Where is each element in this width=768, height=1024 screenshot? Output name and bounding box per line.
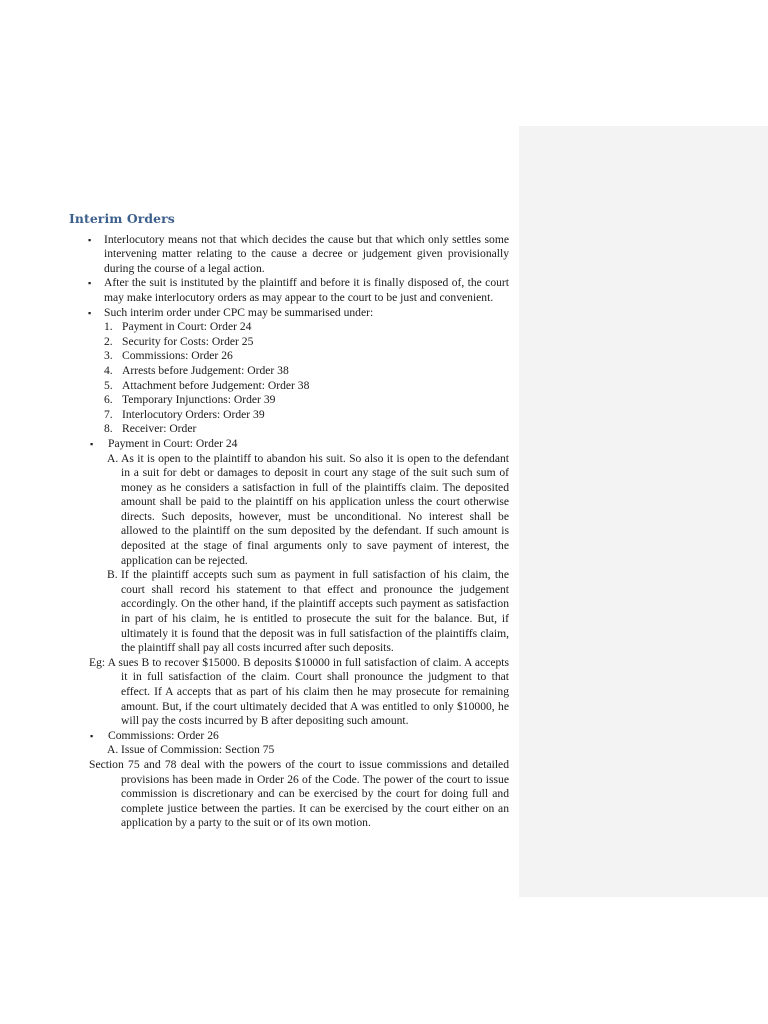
list-number: 6.: [104, 393, 113, 407]
section-heading: Interim Orders: [69, 211, 175, 226]
list-item: [69, 422, 509, 437]
list-letter: B.: [107, 568, 118, 582]
bullet-item: [69, 306, 509, 321]
bullet-text: Commissions: Order 26: [108, 728, 219, 742]
list-item: [69, 320, 509, 335]
bullet-item: [69, 233, 509, 277]
bullet-text: Such interim order under CPC may be summarised under:: [104, 305, 374, 319]
example-paragraph: Eg: A sues B to recover $15000. B deposits $10000 in full satisfaction of claim. A accepts it in full satisfaction of the claim. Court shall pronounce the judgment to that effect. If A accepts that as part of his claim then he may prosecute for remaining amount. But, if the court ultimately decided that A was entitled to only $10000, he will pay the costs incurred by B after depositing such amount.: [89, 655, 509, 728]
bullet-icon: ▪: [88, 234, 92, 245]
list-text: Attachment before Judgement: Order 38: [122, 378, 310, 392]
list-number: 8.: [104, 422, 113, 436]
bullet-item: [69, 437, 509, 452]
list-text: Interlocutory Orders: Order 39: [122, 407, 265, 421]
lettered-item: [69, 568, 509, 656]
list-item: [69, 349, 509, 364]
list-text: Security for Costs: Order 25: [122, 334, 254, 348]
list-item: [69, 379, 509, 394]
list-number: 5.: [104, 378, 113, 392]
paragraph-text: Issue of Commission: Section 75: [121, 743, 275, 757]
bullet-text: Payment in Court: Order 24: [108, 436, 238, 450]
bullet-icon: ▪: [90, 730, 94, 741]
document-body: [69, 212, 509, 831]
list-item: [69, 408, 509, 423]
bullet-item: [69, 276, 509, 305]
lettered-item: [69, 452, 509, 569]
bullet-icon: ▪: [88, 307, 92, 318]
bullet-icon: ▪: [90, 438, 94, 449]
paragraph-text: As it is open to the plaintiff to abandon his suit. So also it is open to the defendant in a suit for debt or damages to deposit in court any stage of the suit such sum of money as he considers a satisfaction in full of the plaintiffs claim. The deposited amount shall be paid to the plaintiff on his application unless the court otherwise directs. Such deposits, however, must be unconditional. No interest shall be allowed to the plaintiff on the sum deposited by the defendant. If such amount is deposited at the stage of final arguments only to save payment of interest, the application can be rejected.: [121, 451, 509, 567]
list-item: [69, 393, 509, 408]
list-item: [69, 364, 509, 379]
list-number: 1.: [104, 320, 113, 334]
lettered-item: [69, 743, 509, 758]
list-text: Receiver: Order: [122, 422, 197, 436]
list-letter: A.: [107, 743, 119, 757]
body-paragraph: Section 75 and 78 deal with the powers of the court to issue commissions and detailed provisions has been made in Order 26 of the Code. The power of the court to issue commission is discretionary and can be exercised by the court for doing full and complete justice between the parties. It can be exercised by the court either on an application by a party to the suit or of its own motion.: [89, 757, 509, 830]
list-item: [69, 335, 509, 350]
list-number: 3.: [104, 349, 113, 363]
list-number: 2.: [104, 334, 113, 348]
bullet-item: [69, 729, 509, 744]
list-number: 4.: [104, 363, 113, 377]
list-number: 7.: [104, 407, 113, 421]
bullet-icon: ▪: [88, 278, 92, 289]
list-text: Payment in Court: Order 24: [122, 320, 252, 334]
list-text: Arrests before Judgement: Order 38: [122, 363, 289, 377]
list-letter: A.: [107, 451, 119, 465]
list-text: Temporary Injunctions: Order 39: [122, 393, 276, 407]
list-text: Commissions: Order 26: [122, 349, 233, 363]
comment-pane: [519, 126, 768, 897]
paragraph-text: If the plaintiff accepts such sum as payment in full satisfaction of his claim, the court shall record his statement to that effect and pronounce the judgement accordingly. On the other hand, if the plaintiff accepts such payment as satisfaction in part of his claim, he is entitled to prosecute the suit for the balance. But, if ultimately it is found that the deposit was in full satisfaction of the plaintiffs claim, the plaintiff shall pay all costs incurred after such deposits.: [121, 568, 509, 655]
bullet-text: After the suit is instituted by the plaintiff and before it is finally disposed of, the court may make interlocutory orders as may appear to the court to be just and convenient.: [104, 276, 509, 304]
bullet-text: Interlocutory means not that which decides the cause but that which only settles some intervening matter relating to the cause a decree or judgement given provisionally during the course of a legal action.: [104, 232, 509, 275]
